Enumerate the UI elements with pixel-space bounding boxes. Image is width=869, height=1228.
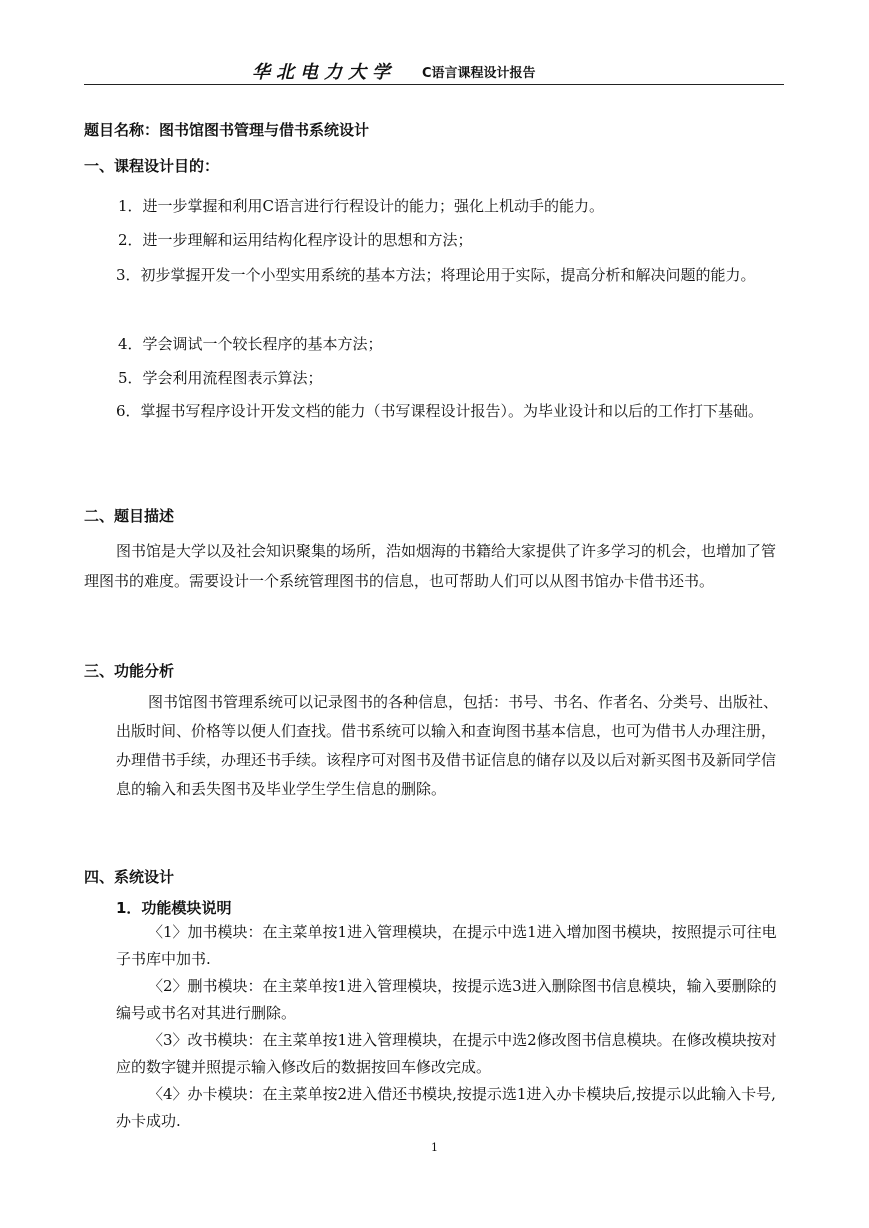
purpose-item-6: 6．掌握书写程序设计开发文档的能力（书写课程设计报告）。为毕业设计和以后的工作打下基础。 xyxy=(116,402,764,420)
section-1-heading: 一、课程设计目的： xyxy=(84,157,220,175)
report-type: C语言课程设计报告 xyxy=(422,66,536,81)
section-3-heading: 三、功能分析 xyxy=(84,662,175,680)
module-1: 〈1〉加书模块：在主菜单按1进入管理模块，在提示中选1进入增加图书模块，按照提示可往电子书库中加书. xyxy=(116,923,777,968)
function-module-heading: 1．功能模块说明 xyxy=(116,899,232,917)
section-2-text: 图书馆是大学以及社会知识聚集的场所，浩如烟海的书籍给大家提供了许多学习的机会，也增加了管理图书的难度。需要设计一个系统管理图书的信息，也可帮助人们可以从图书馆办卡借书还书。 xyxy=(84,542,777,590)
university-name: 华北电力大学 xyxy=(252,62,396,83)
section-2-heading: 二、题目描述 xyxy=(84,507,175,525)
purpose-item-1: 1．进一步掌握和利用C语言进行行程设计的能力；强化上机动手的能力。 xyxy=(118,197,605,215)
module-4: 〈4〉办卡模块：在主菜单按2进入借还书模块,按提示选1进入办卡模块后,按提示以此输入卡号,办卡成功. xyxy=(116,1085,776,1130)
purpose-item-2: 2．进一步理解和运用结构化程序设计的思想和方法； xyxy=(118,231,473,249)
page-header xyxy=(84,52,784,85)
module-2: 〈2〉删书模块：在主菜单按1进入管理模块，按提示选3进入删除图书信息模块，输入要删除的编号或书名对其进行删除。 xyxy=(116,977,777,1022)
page-number: 1 xyxy=(431,1141,438,1154)
topic-title: 题目名称：图书馆图书管理与借书系统设计 xyxy=(84,121,370,139)
purpose-item-4: 4．学会调试一个较长程序的基本方法； xyxy=(118,335,383,353)
module-3: 〈3〉改书模块：在主菜单按1进入管理模块，在提示中选2修改图书信息模块。在修改模块按对应的数字键并照提示输入修改后的数据按回车修改完成。 xyxy=(116,1031,777,1076)
purpose-item-3: 3．初步掌握开发一个小型实用系统的基本方法；将理论用于实际，提高分析和解决问题的能力。 xyxy=(116,266,756,284)
section-3-text: 图书馆图书管理系统可以记录图书的各种信息，包括：书号、书名、作者名、分类号、出版社、出版时间、价格等以便人们查找。借书系统可以输入和查询图书基本信息，也可为借书人办理注册，办理借书手续，办理还书手续。该程序可对图书及借书证信息的储存以及以后对新买图书及新同学信息的输入和丢失图书及毕业学生学生信息的删除。 xyxy=(116,693,779,798)
purpose-item-5: 5．学会利用流程图表示算法； xyxy=(118,369,323,387)
section-4-heading: 四、系统设计 xyxy=(84,868,175,886)
